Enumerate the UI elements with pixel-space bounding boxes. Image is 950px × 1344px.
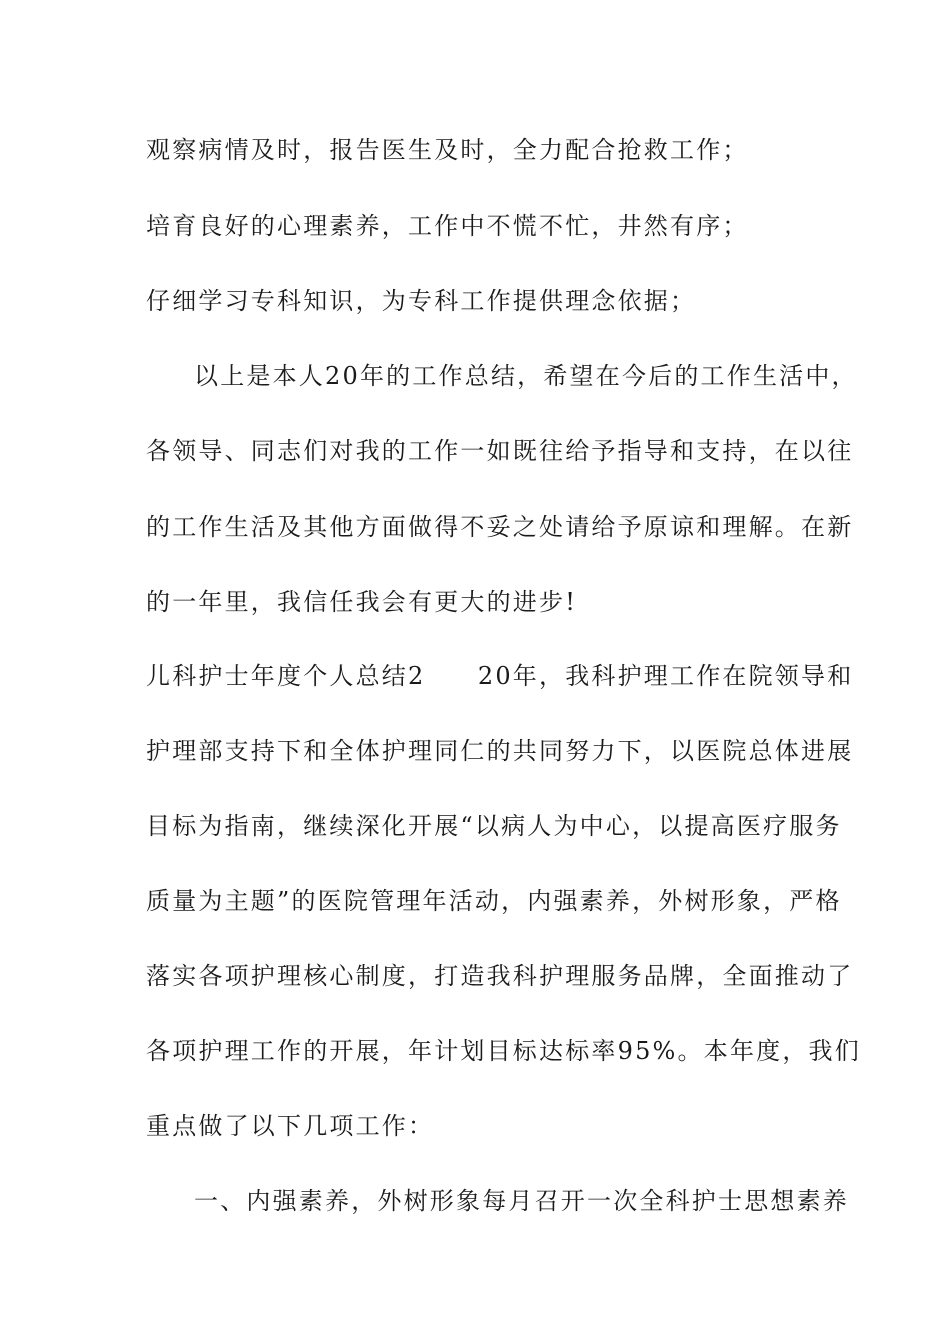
- text-line: 培育良好的心理素养，工作中不慌不忙，井然有序；: [146, 212, 749, 240]
- text-line: 目标为指南，继续深化开展“以病人为中心，以提高医疗服务: [146, 812, 842, 840]
- text-line: 的工作生活及其他方面做得不妥之处请给予原谅和理解。在新: [146, 513, 854, 541]
- paragraph-first-line: 一、内强素养，外树形象每月召开一次全科护士思想素养: [194, 1187, 849, 1215]
- text-line: 仔细学习专科知识，为专科工作提供理念依据；: [146, 287, 697, 315]
- paragraph-first-line: 以上是本人20年的工作总结，希望在今后的工作生活中，: [194, 362, 858, 390]
- text-line: 各领导、同志们对我的工作一如既往给予指导和支持，在以往: [146, 437, 854, 465]
- text-line: 质量为主题”的医院管理年活动，内强素养，外树形象，严格: [146, 887, 842, 915]
- text-line: 重点做了以下几项工作：: [146, 1112, 435, 1140]
- section-title-line: 儿科护士年度个人总结2 20年，我科护理工作在院领导和: [146, 662, 854, 690]
- text-line: 落实各项护理核心制度，打造我科护理服务品牌，全面推动了: [146, 962, 854, 990]
- text-line: 观察病情及时，报告医生及时，全力配合抢救工作；: [146, 136, 749, 164]
- text-line: 的一年里，我信任我会有更大的进步!: [146, 588, 578, 616]
- text-line: 护理部支持下和全体护理同仁的共同努力下，以医院总体进展: [146, 737, 854, 765]
- text-line: 各项护理工作的开展，年计划目标达标率95%。本年度，我们: [146, 1037, 861, 1065]
